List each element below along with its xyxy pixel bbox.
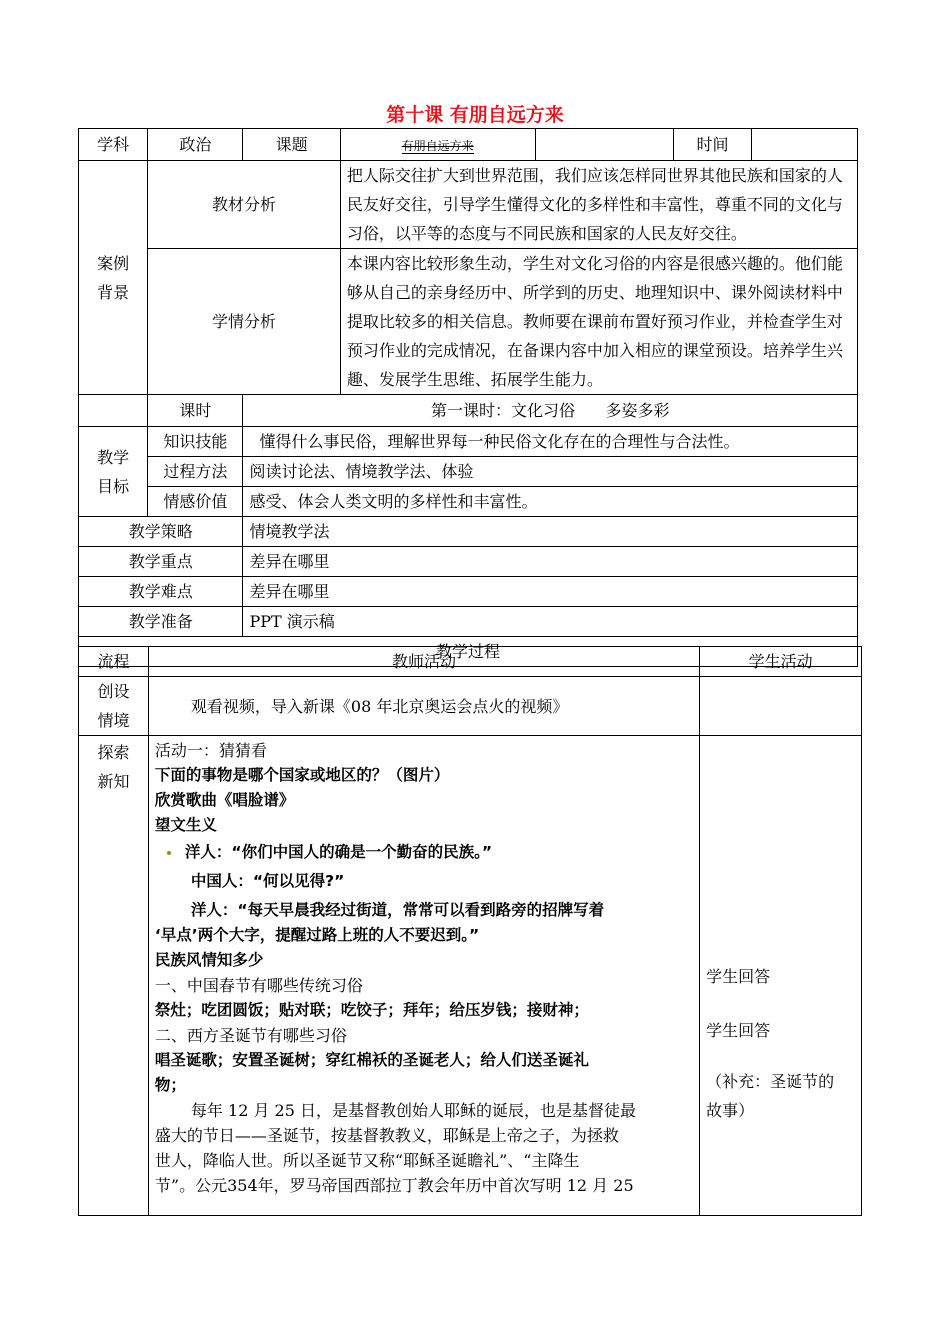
difficulty-label: 教学难点	[79, 577, 243, 607]
teacher-activity	[148, 736, 699, 1216]
text-line: 祭灶；吃团圆饭；贴对联；吃饺子；拜年；给压岁钱；接财神；	[154, 1001, 589, 1019]
col-student: 学生活动	[700, 647, 862, 677]
process-table	[78, 646, 862, 1216]
text-line: 节”。公元354年，罗马帝国西部拉丁教会年历中首次写明 12 月 25	[154, 1176, 634, 1195]
preparation-value: PPT 演示稿	[243, 607, 858, 637]
lesson-hour-label: 课时	[148, 395, 243, 427]
flow-cell: 探索 新知	[79, 736, 149, 1216]
text-line: 望文生义	[154, 816, 217, 834]
material-analysis-text: 把人际交往扩大到世界范围，我们应该怎样同世界其他民族和国家的人民友好交往，引导学生懂得文化的多样性和丰富性，尊重不同的文化与习俗，以平等的态度与不同民族和国家的人民友好交往。	[340, 161, 857, 249]
goal-value: 阅读讨论法、情境教学法、体验	[243, 457, 858, 487]
strategy-label: 教学策略	[79, 517, 243, 547]
goals-label: 教学 目标	[79, 427, 148, 517]
text-line: 民族风情知多少	[154, 951, 264, 969]
time-value	[751, 129, 857, 161]
text-line: 下面的事物是哪个国家或地区的？（图片）	[154, 766, 450, 784]
student-activity	[700, 736, 862, 1216]
lesson-plan-table	[78, 128, 858, 667]
topic-value	[340, 129, 535, 161]
focus-label: 教学重点	[79, 547, 243, 577]
col-teacher: 教师活动	[148, 647, 699, 677]
process-title: 教学过程	[79, 637, 858, 667]
preparation-label: 教学准备	[79, 607, 243, 637]
text-line: 欣赏歌曲《唱脸谱》	[154, 791, 295, 809]
text-line: 洋人：“你们中国人的确是一个勤奋的民族。”	[184, 843, 493, 861]
goal-value: 感受、体会人类文明的多样性和丰富性。	[243, 487, 858, 517]
text-line: 洋人：“每天早晨我经过街道，常常可以看到路旁的招牌写着	[190, 901, 605, 919]
topic-label: 课题	[243, 129, 340, 161]
text-line: 一、中国春节有哪些传统习俗	[154, 976, 363, 995]
text-line: 学生回答	[706, 967, 771, 986]
material-analysis-label: 教材分析	[148, 161, 341, 249]
page-title: 第十课 有朋自远方来	[386, 104, 564, 126]
goal-label: 情感价值	[148, 487, 243, 517]
text-line: ‘早点’两个大字，提醒过路上班的人不要迟到。”	[154, 926, 480, 944]
student-analysis-text: 本课内容比较形象生动，学生对文化习俗的内容是很感兴趣的。他们能够从自己的亲身经历中、所学到的历史、地理知识中、课外阅读材料中提取比较多的相关信息。教师要在课前布置好预习作业，并检查学生对预习作业的完成情况，在备课内容中加入相应的课堂预设。培养学生兴趣、发展学生思维、拓展学生能力。	[340, 249, 857, 395]
subject-label: 学科	[79, 129, 148, 161]
goal-value: 懂得什么事民俗，理解世界每一种民俗文化存在的合理性与合法性。	[243, 427, 858, 457]
lesson-hour-value: 第一课时：文化习俗 多姿多彩	[243, 395, 858, 427]
student-analysis-label: 学情分析	[148, 249, 341, 395]
text-line: 二、西方圣诞节有哪些习俗	[154, 1026, 347, 1045]
flow-cell: 创设 情境	[79, 677, 149, 736]
focus-value: 差异在哪里	[243, 547, 858, 577]
teacher-activity: 观看视频，导入新课《08 年北京奥运会点火的视频》	[148, 677, 699, 736]
subject-value: 政治	[148, 129, 243, 161]
text-line: （补充：圣诞节的	[706, 1072, 835, 1091]
text-line: 唱圣诞歌；安置圣诞树；穿红棉袄的圣诞老人；给人们送圣诞礼	[154, 1051, 589, 1069]
time-label: 时间	[674, 129, 752, 161]
text-line: 物；	[154, 1076, 186, 1094]
goal-label: 知识技能	[148, 427, 243, 457]
topic-text: 有朋自远方来	[401, 139, 474, 153]
difficulty-value: 差异在哪里	[243, 577, 858, 607]
student-activity	[700, 677, 862, 736]
text-line: 世人，降临人世。所以圣诞节又称“耶稣圣诞瞻礼”、“主降生	[154, 1151, 580, 1170]
text-line: 活动一：猜猜看	[154, 741, 267, 760]
goal-label: 过程方法	[148, 457, 243, 487]
text-line: 中国人：“何以见得?”	[190, 872, 345, 890]
strategy-value: 情境教学法	[243, 517, 858, 547]
background-label: 案例 背景	[79, 161, 148, 395]
text-line: 故事）	[706, 1101, 755, 1120]
bullet-dot	[167, 851, 171, 855]
col-flow: 流程	[79, 647, 149, 677]
text-line: 学生回答	[706, 1021, 771, 1040]
text-line: 盛大的节日——圣诞节，按基督教教义，耶稣是上帝之子，为拯救	[154, 1126, 619, 1145]
text-line: 每年 12 月 25 日，是基督教创始人耶稣的诞辰，也是基督徒最	[190, 1101, 636, 1120]
